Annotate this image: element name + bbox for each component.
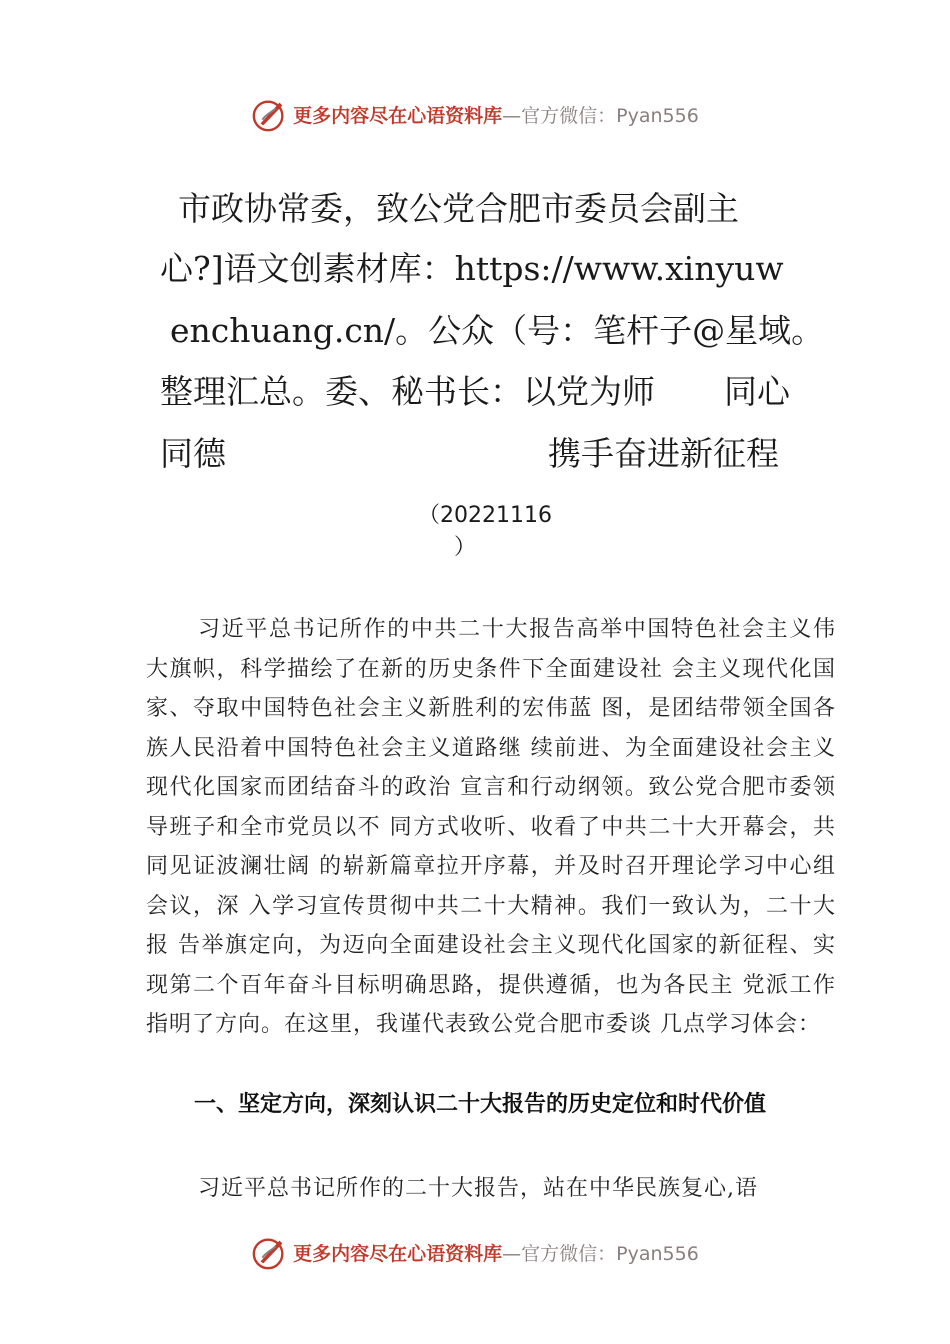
banner-wechat-text: —官方微信：Pyan556	[502, 1242, 699, 1265]
banner-wechat-text: —官方微信：Pyan556	[502, 104, 699, 127]
date-line-1: （20221116	[418, 503, 552, 528]
banner-brand-text: 更多内容尽在心语资料库	[293, 1242, 503, 1265]
footer-banner	[0, 1232, 950, 1272]
title-line-4	[160, 367, 800, 417]
title-line-5	[160, 429, 800, 479]
pen-quill-logo-icon	[251, 1233, 289, 1271]
banner-brand-text: 更多内容尽在心语资料库	[293, 104, 503, 127]
header-banner	[0, 94, 950, 134]
body-paragraph-1: 习近平总书记所作的中共二十大报告高举中国特色社会主义伟大旗帜，科学描绘了在新的历史条件下全面建设社 会主义现代化国家、夺取中国特色社会主义新胜利的宏伟蓝 图，是团结带领全国各族人民沿着中国特色社会主义道路继 续前进、为全面建设社会主义现代化国家而团结奋斗的政治 宣言和行动纲领。致公党合肥市委领导班子和全市党员以不 同方式收听、收看了中共二十大开幕会，共同见证波澜壮阔 的崭新篇章拉开序幕，并及时召开理论学习中心组会议，深 入学习宣传贯彻中共二十大精神。我们一致认为，二十大报 告举旗定向，为迈向全面建设社会主义现代化国家的新征程、实现第二个百年奋斗目标明确思路，提供遵循，也为各民主 党派工作指明了方向。在这里，我谨代表致公党合肥市委谈 几点学习体会：	[146, 617, 836, 1037]
title-line-4-right: 同心	[724, 372, 790, 411]
date-line-2: ）	[453, 535, 476, 560]
title-line-1: 市政协常委，致公党合肥市委员会副主	[178, 189, 739, 228]
section-heading-1: 一、坚定方向，深刻认识二十大报告的历史定位和时代价值	[194, 1092, 767, 1117]
title-line-5-left: 同德	[160, 434, 226, 473]
pen-quill-logo-icon	[251, 95, 289, 133]
title-line-2: 心?]语文创素材库：https://www.xinyuw	[160, 249, 784, 288]
title-line-3: enchuang.cn/。公众（号：笔杆子@星域。	[170, 311, 825, 350]
title-line-4-left: 整理汇总。委、秘书长：以党为师	[160, 372, 655, 411]
title-line-5-right: 携手奋进新征程	[548, 434, 779, 473]
body-paragraph-2: 习近平总书记所作的二十大报告，站在中华民族复心,语	[198, 1176, 758, 1201]
